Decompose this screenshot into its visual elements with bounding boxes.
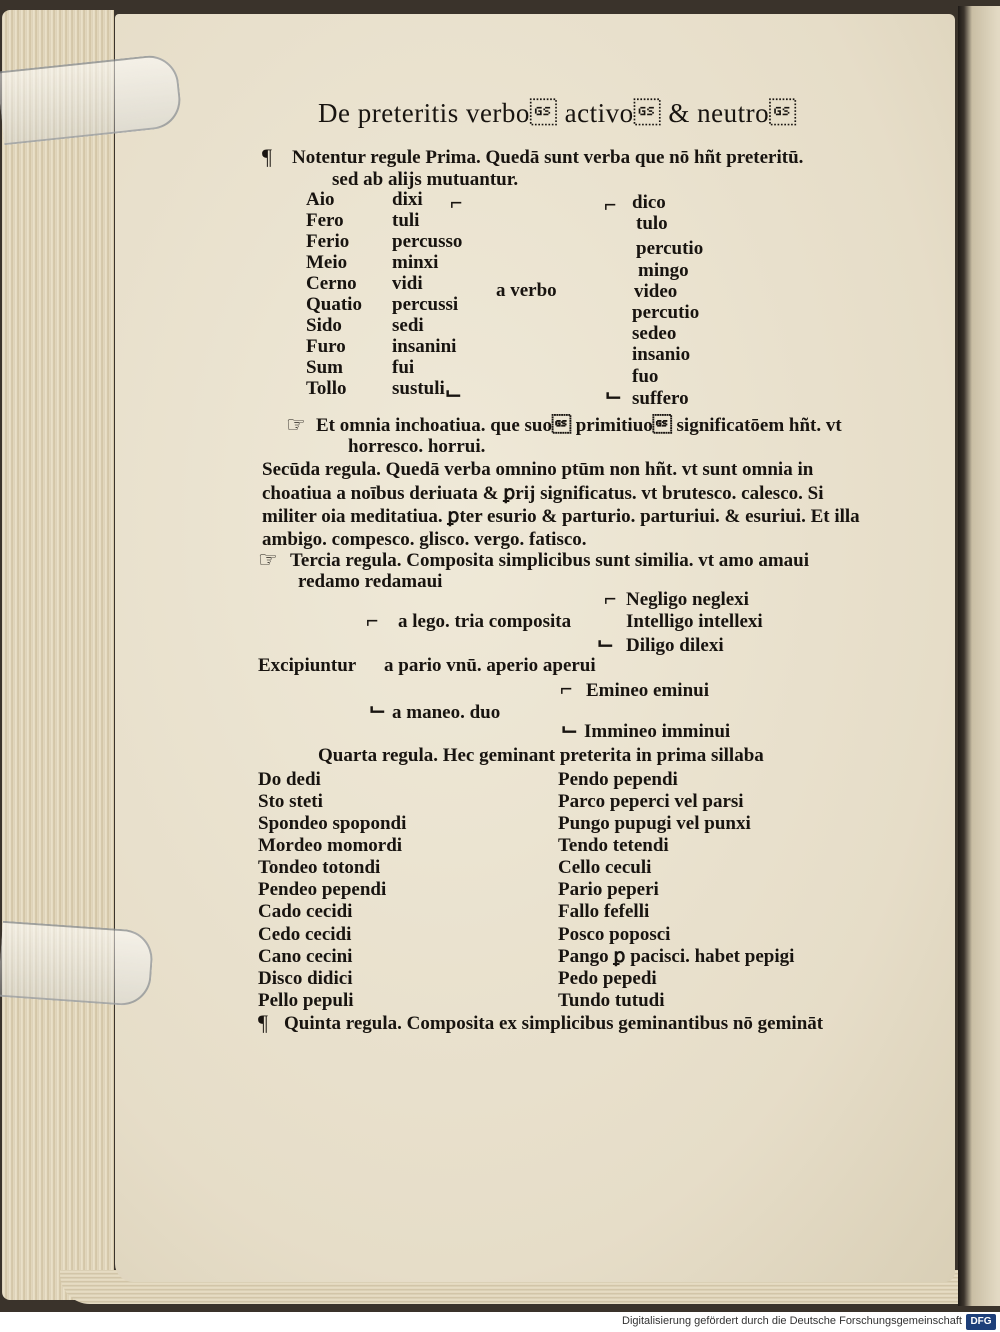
rule3-lego-item: Negligo neglexi <box>626 589 749 610</box>
list-item: Pendeo pependi <box>258 879 387 900</box>
list-item: Sto steti <box>258 791 323 812</box>
list-item: suffero <box>632 388 689 409</box>
facing-page-edge <box>958 6 1000 1306</box>
book-page <box>115 14 955 1282</box>
list-item: dixi <box>392 189 423 210</box>
rule5-line: Quinta regula. Composita ex simplicibus geminantibus nō gemināt <box>284 1013 824 1034</box>
paragraph-mark-icon: ¶ <box>258 1010 268 1035</box>
rule4-title: Quarta regula. Hec geminant preterita in prima sillaba <box>318 745 764 766</box>
list-item: Cerno <box>306 273 357 294</box>
rule3-maneo-item: Immineo imminui <box>584 721 731 742</box>
rule1-note-line1: Et omnia inchoatiua. que suo primitiuo significatōem hñt. vt <box>316 415 842 436</box>
footer-bar <box>0 1312 1000 1332</box>
list-item: Quatio <box>306 294 362 315</box>
list-item: Pendo pependi <box>558 769 678 790</box>
bracket-icon: ⌐ <box>366 608 379 633</box>
list-item: percusso <box>392 231 463 252</box>
list-item: Tondeo totondi <box>258 857 381 878</box>
list-item: insanini <box>392 336 457 357</box>
paragraph-mark-icon: ¶ <box>262 144 272 169</box>
rule1-a-verbo: a verbo <box>496 280 557 301</box>
bracket-icon: ⌙ <box>596 630 615 655</box>
list-item: percutio <box>632 302 700 323</box>
list-item: Disco didici <box>258 968 353 989</box>
list-item: Parco peperci vel parsi <box>558 791 744 812</box>
list-item: vidi <box>392 273 423 294</box>
list-item: Mordeo momordi <box>258 835 403 856</box>
plastic-clip-bottom <box>0 921 154 1007</box>
list-item: Pedo pepedi <box>558 968 657 989</box>
list-item: percussi <box>392 294 459 315</box>
bracket-icon: ⌐ <box>450 190 463 215</box>
list-item: sustuli <box>392 378 445 399</box>
list-item: Tollo <box>306 378 347 399</box>
list-item: Meio <box>306 252 348 273</box>
rule1-note-line2: horresco. horrui. <box>348 436 486 457</box>
list-item: Cedo cecidi <box>258 924 352 945</box>
rule1-intro-line1: Notentur regule Prima. Quedā sunt verba que nō hñt preteritū. <box>292 147 804 168</box>
bracket-icon: ⌙ <box>560 716 579 741</box>
list-item: mingo <box>638 260 689 281</box>
list-item: Tendo tetendi <box>558 835 669 856</box>
rule3-maneo: a maneo. duo <box>392 702 501 723</box>
list-item: Ferio <box>306 231 350 252</box>
bracket-icon: ⌐ <box>604 586 617 611</box>
rule1-intro-line2: sed ab alijs mutuantur. <box>332 169 519 190</box>
list-item: tulo <box>636 213 668 234</box>
list-item: fuo <box>632 366 659 387</box>
rule2-line3: militer oia meditatiua. ꝑter esurio & parturio. parturiui. & esuriui. Et illa <box>262 506 860 527</box>
list-item: Furo <box>306 336 346 357</box>
rule3-maneo-item: Emineo eminui <box>586 680 709 701</box>
bracket-icon: ⌙ <box>604 382 623 407</box>
list-item: Sum <box>306 357 343 378</box>
list-item: Cano cecini <box>258 946 353 967</box>
list-item: Sido <box>306 315 342 336</box>
rule3-lego-item: Diligo dilexi <box>626 635 724 656</box>
bracket-icon: ⌙ <box>444 380 463 405</box>
list-item: minxi <box>392 252 439 273</box>
rule3-line1: Tercia regula. Composita simplicibus sunt similia. vt amo amaui <box>290 550 810 571</box>
pointing-hand-icon: ☞ <box>286 412 306 437</box>
list-item: fui <box>392 357 415 378</box>
list-item: Aio <box>306 189 335 210</box>
bracket-icon: ⌐ <box>560 676 573 701</box>
list-item: Pello pepuli <box>258 990 354 1011</box>
list-item: Cado cecidi <box>258 901 353 922</box>
list-item: Fallo fefelli <box>558 901 650 922</box>
rule2-line1: Secūda regula. Quedā verba omnino ptūm non hñt. vt sunt omnia in <box>262 459 814 480</box>
footer-credit: Digitalisierung gefördert durch die Deutsche Forschungsgemeinschaft <box>622 1315 962 1327</box>
list-item: Pario peperi <box>558 879 659 900</box>
list-item: Do dedi <box>258 769 321 790</box>
list-item: dico <box>632 192 666 213</box>
list-item: Fero <box>306 210 344 231</box>
list-item: video <box>634 281 678 302</box>
list-item: tuli <box>392 210 420 231</box>
page-heading: De preteritis verbo activo & neutro <box>318 98 797 128</box>
pointing-hand-icon: ☞ <box>258 547 278 572</box>
rule3-lego-item: Intelligo intellexi <box>626 611 763 632</box>
rule3-lego: a lego. tria composita <box>398 611 572 632</box>
bracket-icon: ⌙ <box>368 696 387 721</box>
list-item: sedi <box>392 315 424 336</box>
list-item: Posco poposci <box>558 924 671 945</box>
list-item: Tundo tutudi <box>558 990 665 1011</box>
rule2-line4: ambigo. compesco. glisco. vergo. fatisco. <box>262 529 587 550</box>
rule3-pario: a pario vnū. aperio aperui <box>384 655 596 676</box>
list-item: Pango ꝑ pacisci. habet pepigi <box>558 946 795 967</box>
list-item: Spondeo spopondi <box>258 813 407 834</box>
list-item: percutio <box>636 238 704 259</box>
rule3-excipiuntur: Excipiuntur <box>258 655 357 676</box>
bracket-icon: ⌐ <box>604 192 617 217</box>
rule3-line2: redamo redamaui <box>298 571 443 592</box>
list-item: Pungo pupugi vel punxi <box>558 813 751 834</box>
list-item: Cello ceculi <box>558 857 652 878</box>
book-page-edges <box>2 10 114 1300</box>
rule2-line2: choatiua a noībus deriuata & ꝑrij significatus. vt brutesco. calesco. Si <box>262 483 824 504</box>
list-item: insanio <box>632 344 691 365</box>
dfg-logo: DFG <box>966 1314 996 1330</box>
list-item: sedeo <box>632 323 677 344</box>
